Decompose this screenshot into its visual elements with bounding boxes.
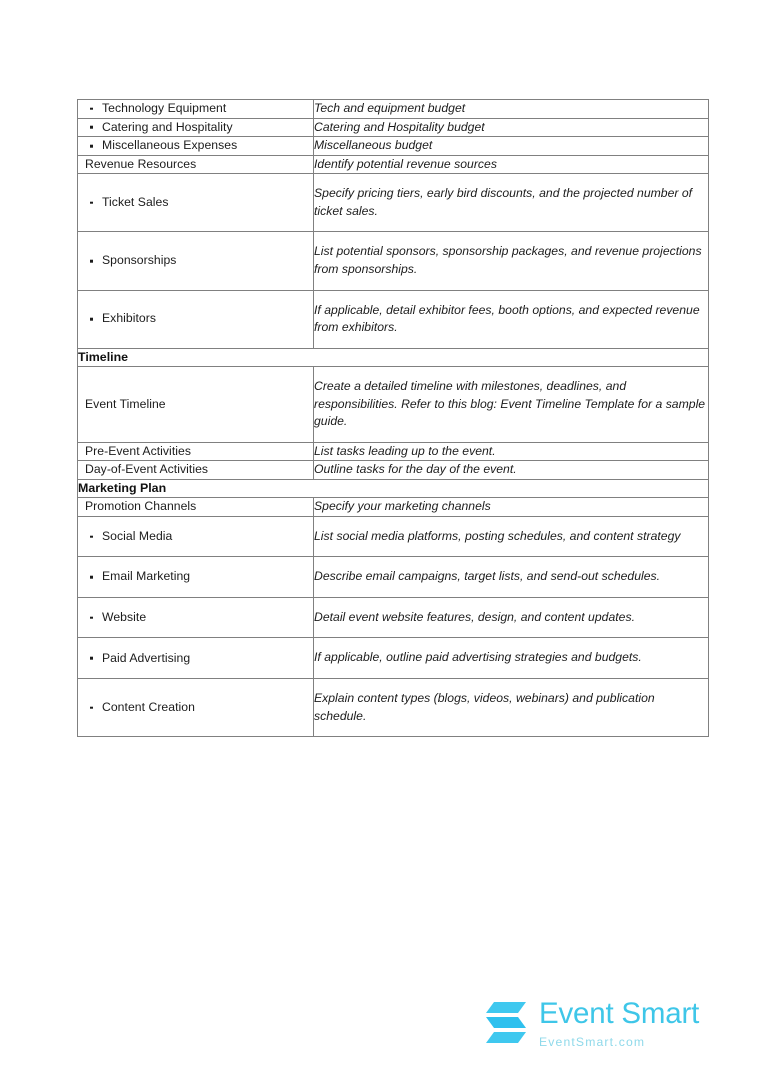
table-row: [78, 442, 709, 461]
row-label-cell: [78, 498, 314, 517]
row-label-text: Technology Equipment: [102, 101, 227, 116]
row-description-cell: [314, 557, 709, 598]
row-label-text: Promotion Channels: [85, 499, 197, 514]
row-description-cell: [314, 442, 709, 461]
row-description-text: Specify pricing tiers, early bird discounts, and the projected number of ticket sales.: [314, 186, 693, 218]
row-label-text: Ticket Sales: [102, 195, 169, 210]
table-row: [78, 100, 709, 119]
row-label-cell: [78, 290, 314, 348]
table-body: [78, 100, 709, 737]
table-row: [78, 638, 709, 679]
event-smart-bars-icon: [484, 1000, 528, 1046]
row-label-text: Paid Advertising: [102, 650, 191, 665]
table-row: [78, 461, 709, 480]
row-description-text: If applicable, outline paid advertising strategies and budgets.: [314, 650, 642, 665]
row-description-cell: [314, 678, 709, 736]
row-description-text: Specify your marketing channels: [314, 499, 491, 514]
bullet-icon: [90, 535, 93, 538]
table-row: [78, 498, 709, 517]
row-description-text: Catering and Hospitality budget: [314, 119, 485, 134]
event-smart-logo: [484, 992, 712, 1054]
row-description-text: If applicable, detail exhibitor fees, booth options, and expected revenue from exhibitors.: [314, 302, 700, 335]
row-label-cell: [78, 442, 314, 461]
row-label-cell: [78, 678, 314, 736]
row-label-text: Day-of-Event Activities: [85, 462, 209, 477]
logo-title: Event Smart: [539, 997, 700, 1031]
table-row: [78, 366, 709, 442]
table-row: [78, 137, 709, 156]
table-row: [78, 155, 709, 174]
bullet-icon: [90, 318, 93, 321]
table-row: [78, 678, 709, 736]
row-description-cell: [314, 118, 709, 137]
row-label-text: Miscellaneous Expenses: [102, 138, 238, 153]
row-label-cell: [78, 155, 314, 174]
row-label-cell: [78, 118, 314, 137]
row-description-text: Explain content types (blogs, videos, webinars) and publication schedule.: [314, 690, 655, 723]
bullet-icon: [90, 145, 93, 148]
row-description-cell: [314, 461, 709, 480]
table-row: [78, 557, 709, 598]
row-description-cell: [314, 516, 709, 557]
bullet-icon: [90, 616, 93, 619]
row-label-text: Social Media: [102, 528, 173, 543]
row-label-cell: [78, 557, 314, 598]
row-label-cell: [78, 366, 314, 442]
row-description-cell: [314, 174, 709, 232]
bullet-icon: [90, 260, 93, 263]
row-description-cell: [314, 597, 709, 638]
table-section-header-row: [78, 348, 709, 366]
row-description-cell: [314, 498, 709, 517]
bullet-icon: [90, 576, 93, 579]
logo-subtitle: EventSmart.com: [539, 1034, 646, 1049]
table-row: [78, 290, 709, 348]
row-description-cell: [314, 100, 709, 119]
table-row: [78, 174, 709, 232]
row-description-cell: [314, 155, 709, 174]
section-header-label: Marketing Plan: [78, 479, 709, 497]
bullet-icon: [90, 657, 93, 660]
bullet-icon: [90, 706, 93, 709]
row-description-text: Describe email campaigns, target lists, and send-out schedules.: [314, 569, 661, 584]
row-label-text: Email Marketing: [102, 569, 191, 584]
row-description-text: Identify potential revenue sources: [314, 156, 497, 171]
logo-text-group: [539, 998, 699, 1048]
row-description-text: Create a detailed timeline with milestones, deadlines, and responsibilities. Refer to this blog: Event Timeline Template for a sample guide.: [314, 378, 706, 429]
table-row: [78, 118, 709, 137]
row-label-cell: [78, 597, 314, 638]
table-section-header-row: [78, 479, 709, 497]
row-description-cell: [314, 638, 709, 679]
row-label-text: Content Creation: [102, 699, 195, 714]
row-description-text: Miscellaneous budget: [314, 138, 433, 153]
row-label-text: Pre-Event Activities: [85, 443, 191, 458]
row-label-cell: [78, 137, 314, 156]
bullet-icon: [90, 107, 93, 110]
bullet-icon: [90, 126, 93, 129]
row-description-text: Tech and equipment budget: [314, 101, 466, 115]
row-label-cell: [78, 516, 314, 557]
row-label-cell: [78, 461, 314, 480]
row-label-cell: [78, 638, 314, 679]
row-label-text: Exhibitors: [102, 311, 157, 326]
row-description-text: List potential sponsors, sponsorship packages, and revenue projections from sponsorships.: [314, 244, 702, 276]
row-description-cell: [314, 290, 709, 348]
row-label-cell: [78, 232, 314, 290]
table-row: [78, 597, 709, 638]
row-description-cell: [314, 137, 709, 156]
table-row: [78, 516, 709, 557]
row-label-cell: [78, 174, 314, 232]
row-description-text: List social media platforms, posting schedules, and content strategy: [314, 528, 681, 543]
row-label-text: Event Timeline: [85, 396, 166, 411]
row-label-cell: [78, 100, 314, 119]
row-label-text: Catering and Hospitality: [102, 119, 233, 134]
row-description-cell: [314, 366, 709, 442]
row-description-cell: [314, 232, 709, 290]
section-header-label: Timeline: [78, 348, 709, 366]
row-description-text: Outline tasks for the day of the event.: [314, 462, 517, 477]
row-label-text: Sponsorships: [102, 253, 177, 268]
row-label-text: Website: [102, 609, 147, 624]
event-planning-table: [77, 99, 709, 737]
row-description-text: Detail event website features, design, and content updates.: [314, 609, 635, 624]
row-description-text: List tasks leading up to the event.: [314, 443, 496, 458]
bullet-icon: [90, 202, 93, 205]
table-row: [78, 232, 709, 290]
row-label-text: Revenue Resources: [85, 156, 197, 171]
